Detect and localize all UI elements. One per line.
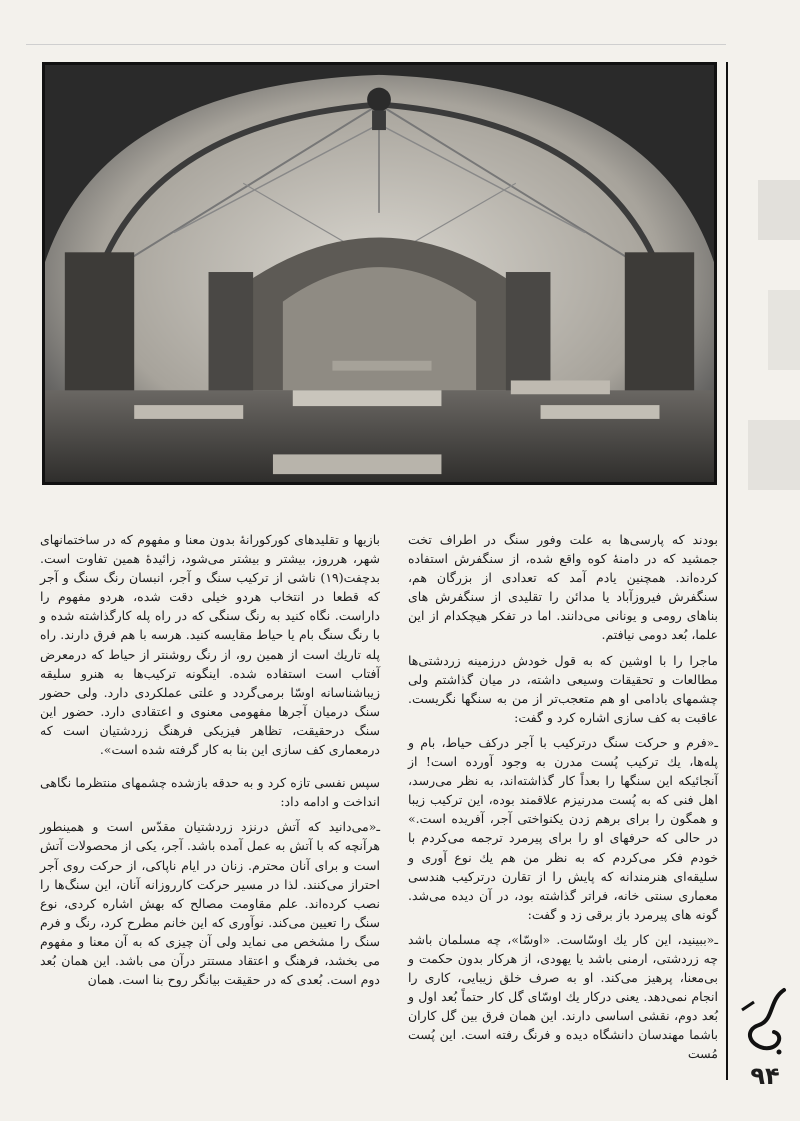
interior-vaulted-hall-photo bbox=[42, 62, 717, 485]
paragraph: ـ«ببینید، این کار یك اوسّاست. «اوسّا»، چه مسلمان باشد چه زردشتی، ارمنی باشد یا یهودی، از هرکار بدون حکمت و بی‌معنا، پرهیز می‌کند. او به صرف خلق زیبایی، کاری را انجام نمی‌دهد. یعنی درکار یك اوسّای گل کار حتماً بُعد اول و بُعد دوم، نقشی اساسی دارند. این همان فرق بین گل کاران باشما مهندسان دانشگاه دیده و فرنگ رفته است. این پُست مُست bbox=[408, 931, 718, 1062]
page-number: ۹۴ bbox=[750, 1062, 780, 1090]
paragraph: ـ«فرم و حرکت سنگ درترکیب با آجر درکف حیاط، بام و پله‌ها، یك ترکیب پُست مدرن به وجود آورده است! از آنجائیکه این سنگها را بعداً کار گذاشته‌اند، به نظر می‌رسد، اهل فنی که به پُست مدرنیزم علاقمند بوده، این ترکیب زیبا و همگون را برای برهم زدن یکنواختی آجر، آفریده است.» در حالی که حرفهای او را برای پیرمرد ترجمه می‌کردم با خودم فکر می‌کردم که به نظر من هم یك نوع آوری و سلیقه‌ای هنرمندانه که پایش را از تقارن درترکیب هندسی معماری سنتی خانه، فراتر گذاشته بود، در آن دیده می‌شد. گونه های پیرمرد باز برقی زد و گفت: bbox=[408, 734, 718, 922]
paragraph: بودند که پارسی‌ها به علت وفور سنگ در اطراف تخت جمشید که در دامنهٔ کوه واقع شده، از سنگفرش استفاده کرده‌اند. همچنین یادم آمد که تعدادی از بزرگان هم، سنگفرش فیروزآباد یا مدائن را تقلیدی از سنگفرش های بناهای رومی و یونانی می‌دانند. اما در تفکر هیچکدام از این علما، بُعد دومی نیافتم. bbox=[408, 532, 718, 643]
top-rule bbox=[26, 44, 726, 45]
text-column-left bbox=[40, 530, 380, 989]
vertical-rule bbox=[726, 62, 728, 1080]
paragraph: ماجرا را با اوشین که به قول خودش درزمینه زردشتی‌ها مطالعات و تحقیقات وسیعی داشته، در میان گذاشتم ولی چشمهای بادامی او هم متعجب‌تر از من به سنگها نگریست. عاقبت به کف سازی اشاره کرد و گفت: bbox=[408, 652, 718, 725]
paragraph: ـ«می‌دانید که آتش درنزد زردشتیان مقدّس است و همینطور هرآنچه که با آتش به عمل آمده باشد. آجر، یکی از محصولات آتش است و برای آنان محترم. زنان در ایام ناپاکی، از حرکت روی آجر احتراز می‌کنند. لذا در مسیر حرکت کارروزانه آنان، این سنگ‌ها را نصب کرده‌اند. علم مقاومت مصالح که بهش اشاره کردی، نوع سنگ را تعیین می‌کند. نوآوری که این خانم مطرح کرد، رنگ و فرم سنگ را مشخص می نماید ولی آن چیزی که به آن معنا و مفهوم می بخشد، فرهنگ و اعتقاد مستتر درآن می باشد. این همان بُعد دوم است. بُعدی که در حقیقت بیانگر روح بنا است. همان bbox=[40, 819, 380, 988]
paragraph: بازیها و تقلیدهای کورکورانهٔ بدون معنا و مفهوم که در ساختمانهای شهر، هرروز، بیشتر و بیشتر می‌شود، زائیدهٔ همین تفاوت است. بدچفت(۱۹) ناشی از ترکیب سنگ و آجر، انبسان رنگ سنگ و آجر که قطعا در انتخاب هردو خیلی دقت شده، هردو مفهوم را داراست. نگاه کنید به رنگ سنگی که در راه پله کارگذاشته شده و با رنگ سنگ بام یا حیاط مقایسه کنید. هرسه با هم فرق دارند. راه پله تاریك است از همین رو، از رنگ روشنتر از حیاط که درمعرض آفتاب است استفاده شده. اینگونه ترکیب‌ها به هنرو سلیقه زیباشناسانه اوسّا برمی‌گردد و علتی عملکردی دارد. ولی حضور سنگ درمیان آجرها مفهومی معنوی و اعتقادی دارد. حضور این سنگ درحقیقت، تظاهر فیزیکی فرهنگ زردشتیان است که درمعماری کف سازی این بنا به کار گرفته شده است». bbox=[40, 532, 380, 758]
text-column-right bbox=[408, 530, 718, 1064]
paragraph: سپس نفسی تازه کرد و به حدقه بازشده چشمهای منتظرما نگاهی انداخت و ادامه داد: bbox=[40, 775, 380, 810]
kerman-logo bbox=[734, 980, 794, 1060]
decorative-margin-graphic bbox=[738, 60, 800, 520]
